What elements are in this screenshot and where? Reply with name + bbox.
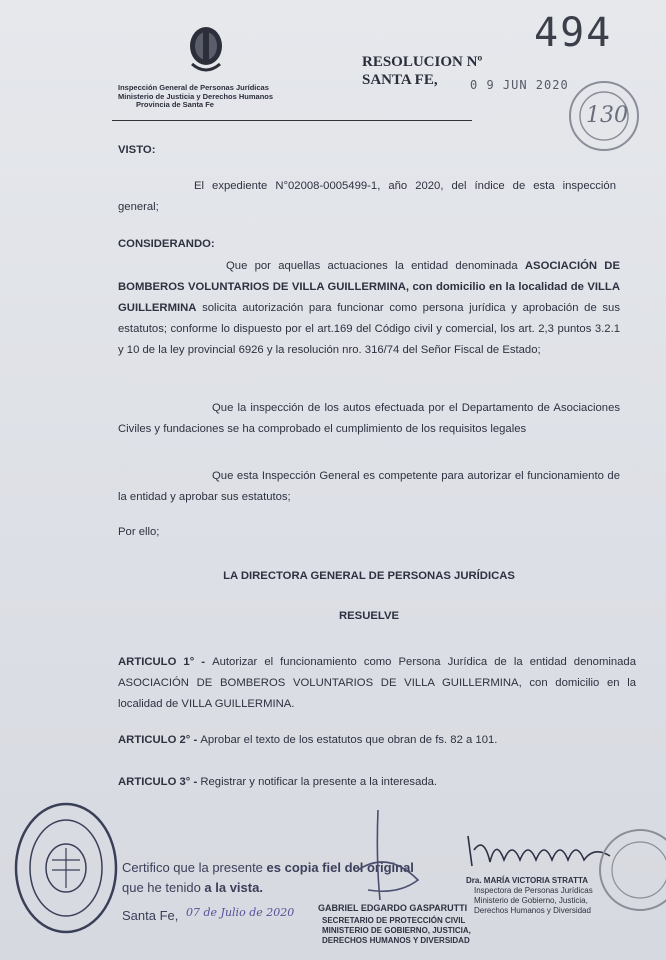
director-name: Dra. MARÍA VICTORIA STRATTA (466, 876, 589, 885)
article-3-text: Registrar y notificar la presente a la interesada. (200, 776, 438, 788)
article-1-text: Autorizar el funcionamiento como Persona Jurídica de la entidad denominada ASOCIACIÓN DE BOMBEROS VOLUNTARIOS DE VILLA GUILLERMINA, con domicilio en la localidad de VILLA GUILLERMINA. (118, 656, 636, 710)
cert-line-2-b: a la vista. (204, 880, 263, 895)
por-ello: Por ello; (118, 526, 160, 538)
provincial-seal-icon (186, 24, 226, 76)
director-title-1: Inspectora de Personas Jurídicas (474, 886, 593, 895)
organization-block (118, 84, 273, 110)
bottom-right-stamp-icon (588, 820, 666, 930)
article-1-label: ARTICULO 1° - (118, 656, 213, 668)
paragraph-3: Que esta Inspección General es competente para autorizar el funcionamiento de la entidad y aprobar sus estatutos; (118, 470, 620, 503)
date-stamp: 0 9 JUN 2020 (470, 78, 569, 92)
resolution-number: 494 (534, 10, 613, 56)
cert-line-1-a: Certifico que la presente (122, 860, 267, 875)
paragraph-1 (118, 256, 620, 361)
corner-stamp-icon (566, 78, 642, 154)
cert-line-1-b: es copia fiel del original (266, 860, 414, 875)
visto-text: El expediente N°02008-0005499-1, año 2020, del índice de esta inspección general; (118, 180, 616, 213)
article-2-text: Aprobar el texto de los estatutos que obran de fs. 82 a 101. (200, 734, 498, 746)
considerando-heading: CONSIDERANDO: (118, 238, 215, 250)
paragraph-2: Que la inspección de los autos efectuada por el Departamento de Asociaciones Civiles y fundaciones se ha comprobado el cumplimiento de los requisitos legales (118, 402, 620, 435)
org-line-1: Inspección General de Personas Jurídicas (118, 83, 269, 92)
paragraph-1-intro: Que por aquellas actuaciones la entidad denominada (226, 260, 525, 272)
header-divider (112, 120, 472, 121)
city-label: SANTA FE, (362, 72, 438, 88)
org-line-2: Ministerio de Justicia y Derechos Humanos (118, 91, 274, 101)
directora-heading: LA DIRECTORA GENERAL DE PERSONAS JURÍDICAS (223, 570, 515, 582)
visto-heading: VISTO: (118, 144, 156, 156)
article-2-label: ARTICULO 2° - (118, 734, 201, 746)
director-title-3: Derechos Humanos y Diversidad (474, 906, 591, 915)
org-line-3: Provincia de Santa Fe (136, 100, 214, 109)
director-title-2: Ministerio de Gobierno, Justicia, (474, 896, 588, 905)
certification-line-2 (122, 878, 263, 898)
place-date-label: Santa Fe, (122, 908, 179, 923)
corner-stamp-number: 130 (586, 103, 628, 128)
paragraph-1-rest: solicita autorización para funcionar como persona jurídica y aprobación de sus estatutos; conforme lo dispuesto por el art.169 del Código civil y comercial, los art. 2,3 puntos 3.2.1 y 10 de la ley provincial 6926 y la resolución nro. 316/74 del Señor Fiscal de Estado; (118, 302, 620, 356)
certifier-title-2: MINISTERIO DE GOBIERNO, JUSTICIA, (322, 926, 471, 935)
cert-line-2-a: que he tenido (122, 880, 205, 895)
article-2 (118, 730, 636, 751)
certifier-signature-icon (318, 800, 448, 920)
certifier-title-3: DERECHOS HUMANOS Y DIVERSIDAD (322, 936, 470, 945)
article-1 (118, 652, 636, 715)
certifier-title-1: SECRETARIO DE PROTECCIÓN CIVIL (322, 916, 466, 925)
resuelve-heading: RESUELVE (338, 610, 400, 622)
certifier-name: GABRIEL EDGARDO GASPARUTTI (318, 903, 468, 913)
article-3 (118, 772, 636, 793)
resolution-label: RESOLUCION Nº (362, 54, 483, 70)
paragraph-1-entity: ASOCIACIÓN DE BOMBEROS VOLUNTARIOS DE VILLA GUILLERMINA, con domicilio en la localidad de VILLA GUILLERMINA (118, 260, 620, 314)
civil-protection-seal-icon (12, 800, 120, 936)
article-3-label: ARTICULO 3° - (118, 776, 201, 788)
handwritten-date: 07 de Julio de 2020 (186, 906, 295, 919)
